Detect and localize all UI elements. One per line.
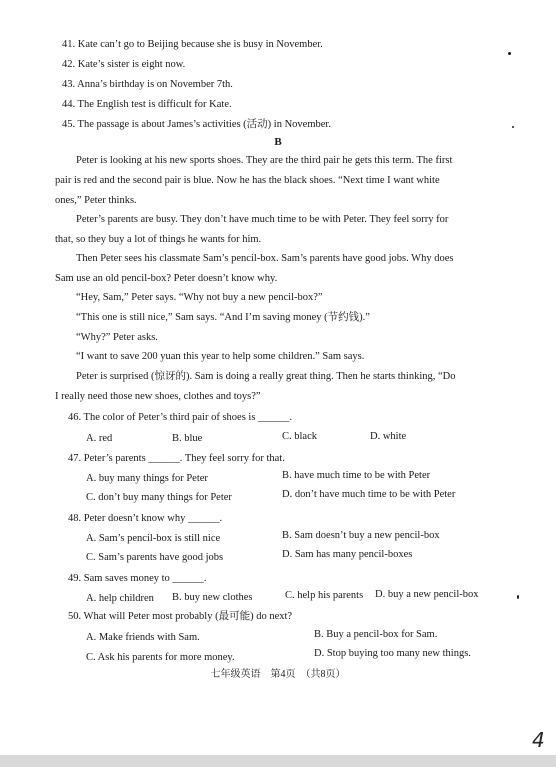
option-50-b: B. Buy a pencil-box for Sam. [314, 629, 438, 640]
option-46-c: C. black [282, 431, 317, 442]
passage-line: “I want to save 200 yuan this year to help some children.” Sam says. [76, 351, 365, 362]
question-47-stem: 47. Peter’s parents ______. They feel sorry for that. [68, 453, 285, 464]
option-48-c: C. Sam’s parents have good jobs [86, 552, 224, 563]
option-47-d: D. don’t have much time to be with Peter [282, 489, 456, 500]
question-46-stem: 46. The color of Peter’s third pair of shoes is ______. [68, 412, 293, 423]
question-45: 45. The passage is about James’s activities (活动) in November. [62, 119, 331, 130]
page-footer: 七年级英语 第4页 （共8页） [210, 669, 346, 680]
option-46-a: A. red [86, 433, 113, 444]
option-47-c: C. don’t buy many things for Peter [86, 492, 232, 503]
question-42: 42. Kate’s sister is eight now. [62, 59, 186, 70]
question-49-stem: 49. Sam saves money to ______. [68, 573, 207, 584]
option-48-d: D. Sam has many pencil-boxes [282, 549, 413, 560]
passage-line: Peter is looking at his new sports shoes. They are the third pair he gets this term. The first [76, 155, 453, 166]
passage-line: “Hey, Sam,” Peter says. “Why not buy a new pencil-box?” [76, 292, 323, 303]
passage-line: Peter is surprised (惊讶的). Sam is doing a really great thing. Then he starts thinking, “Do [76, 371, 456, 382]
option-50-c: C. Ask his parents for more money. [86, 652, 235, 663]
option-49-d: D. buy a new pencil-box [375, 589, 479, 600]
passage-line: Peter’s parents are busy. They don’t have much time to be with Peter. They feel sorry for [76, 214, 449, 225]
question-50-stem: 50. What will Peter most probably (最可能) do next? [68, 611, 293, 622]
scan-speck [512, 126, 514, 128]
passage-line: Then Peter sees his classmate Sam’s pencil-box. Sam’s parents have good jobs. Why does [76, 253, 454, 264]
scan-speck [508, 52, 511, 55]
handwritten-page-number: 4 [532, 728, 545, 752]
scan-speck [517, 595, 519, 599]
passage-line: ones,” Peter thinks. [55, 195, 137, 206]
question-43: 43. Anna’s birthday is on November 7th. [62, 79, 233, 90]
passage-line: that, so they buy a lot of things he wants for him. [55, 234, 262, 245]
question-48-stem: 48. Peter doesn’t know why ______. [68, 513, 223, 524]
option-47-a: A. buy many things for Peter [86, 473, 208, 484]
option-46-d: D. white [370, 431, 407, 442]
option-49-c: C. help his parents [285, 590, 364, 601]
option-49-a: A. help children [86, 593, 154, 604]
option-46-b: B. blue [172, 433, 203, 444]
option-49-b: B. buy new clothes [172, 592, 253, 603]
option-50-a: A. Make friends with Sam. [86, 632, 200, 643]
passage-line: pair is red and the second pair is blue. Now he has the black shoes. “Next time I want white [55, 175, 440, 186]
passage-line: I really need those new shoes, clothes and toys?” [55, 391, 261, 402]
question-44: 44. The English test is difficult for Kate. [62, 99, 232, 110]
passage-line: “This one is still nice,” Sam says. “And I’m saving money (节约钱).” [76, 312, 370, 323]
question-41: 41. Kate can’t go to Beijing because she is busy in November. [62, 39, 323, 50]
option-48-a: A. Sam’s pencil-box is still nice [86, 533, 221, 544]
passage-line: “Why?” Peter asks. [76, 332, 158, 343]
passage-line: Sam use an old pencil-box? Peter doesn’t know why. [55, 273, 278, 284]
section-b-title: B [274, 136, 282, 148]
option-47-b: B. have much time to be with Peter [282, 470, 431, 481]
scan-bottom-edge [0, 755, 556, 767]
option-50-d: D. Stop buying too many new things. [314, 648, 471, 659]
option-48-b: B. Sam doesn’t buy a new pencil-box [282, 530, 440, 541]
